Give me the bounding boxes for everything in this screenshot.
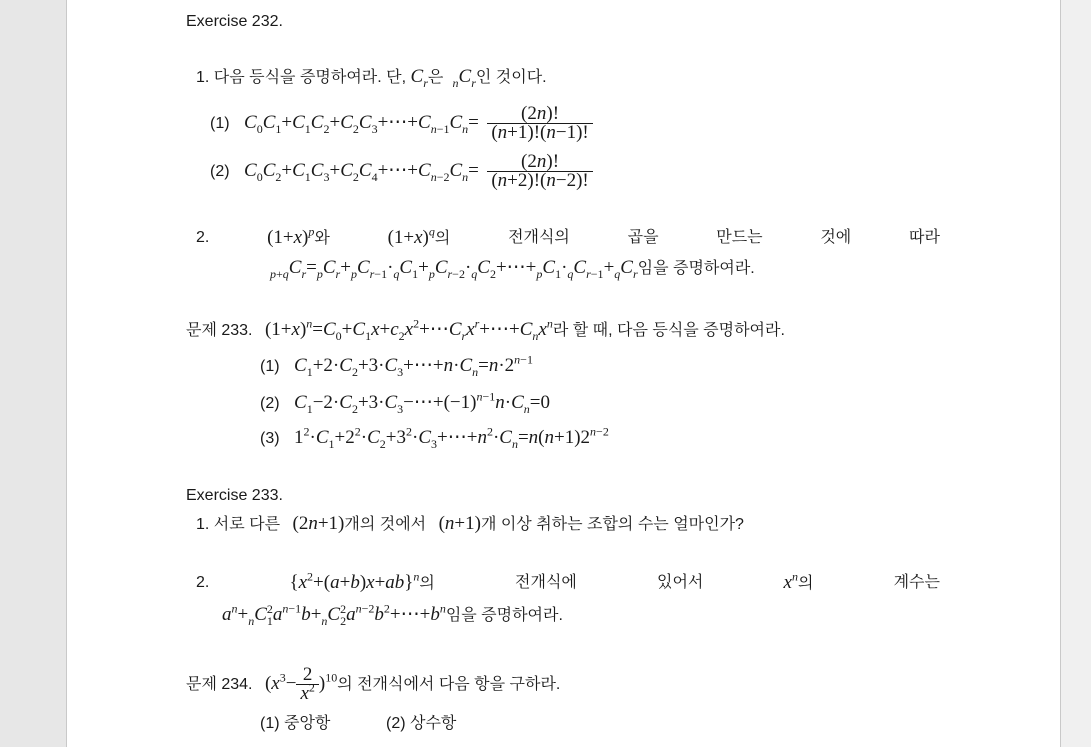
ex232-problem-2-line1: 2. $(1+x)^p$와 $(1+x)^q$의 전개식의 곱을 만드는 것에 따라 xyxy=(196,224,940,248)
ex233-problem-2-line2: $a^n+_nC_1^2a^{n-1}b+_nC_2^2a^{n-2}b^2+\cdots+b^n$임을 증명하여라. xyxy=(222,601,563,628)
problem-233-eq-3: (3) $1^2\cdot C_1+2^2\cdot C_2+3^2\cdot C_3+\cdots+n^2\cdot C_n=n(n+1)2^{n-2}$ xyxy=(260,424,609,451)
ex233-problem-1: 1. 서로 다른 (2n+1)개의 것에서 (n+1)개 이상 취하는 조합의 수는 얼마인가? xyxy=(196,513,744,534)
ex232-eq-2: (2) $C_0C_2+C_1C_3+C_2C_4+\cdots+C_{n-2}C_n=$ $\frac{(2n)!}{(n+2)!(n-2)!}$ xyxy=(210,152,593,191)
problem-234-option-2: (2) 상수항 xyxy=(386,715,457,732)
ex232-problem-2-line2: $_{p+q}C_r=_pC_r+_pC_{r-1}\cdot_qC_1+_pC_{r-2}\cdot_qC_2+\cdots+_pC_1\cdot_qC_{r-1}+_qC_r$임을 증명하여라. xyxy=(270,257,755,281)
problem-233: 문제 233. $(1+x)^n=C_0+C_1x+c_2x^2+\cdots C_rx^r+\cdots+C_nx^n$라 할 때, 다음 등식을 증명하여라. xyxy=(186,316,785,343)
ex232-eq-1: (1) $C_0C_1+C_1C_2+C_2C_3+\cdots+C_{n-1}C_n=$ $\frac{(2n)!}{(n+1)!(n-1)!}$ xyxy=(210,104,593,143)
problem-233-eq-2: (2) $C_1-2\cdot C_2+3\cdot C_3-\cdots+(-1)^{n-1}n\cdot C_n=0$ xyxy=(260,389,550,416)
problem-234: 문제 234. ($x^3-$ $\frac{2}{x^2}$ )$^{10}$의 전개식에서 다음 항을 구하라. xyxy=(186,664,561,705)
problem-233-eq-1: (1) $C_1+2\cdot C_2+3\cdot C_3+\cdots+n\cdot C_n=n\cdot 2^{n-1}$ xyxy=(260,352,533,379)
problem-234-option-1: (1) 중앙항 xyxy=(260,715,331,732)
ex233-problem-2-line1: 2. $\{x^2+(a+b)x+ab\}^n$의 전개식에 있어서 $x^n$의 계수는 xyxy=(196,569,940,593)
exercise-232-title: Exercise 232. xyxy=(186,13,283,30)
exercise-233-title: Exercise 233. xyxy=(186,487,283,504)
vertical-scrollbar[interactable] xyxy=(1061,0,1091,747)
ex232-problem-1: 1. 다음 등식을 증명하여라. 단, $C_r$은 $_nC_r$인 것이다. xyxy=(196,66,547,90)
